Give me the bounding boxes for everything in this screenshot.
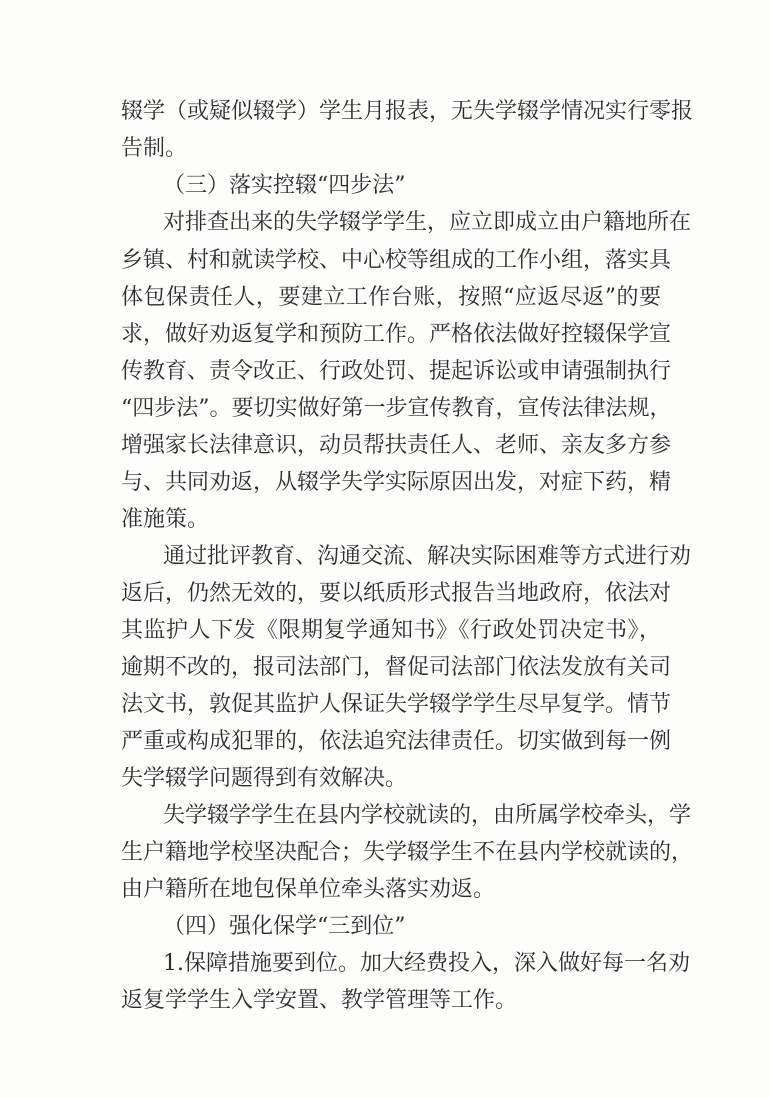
text-line: 返复学学生入学安置、教学管理等工作。 (121, 988, 518, 1013)
section-heading: （三）落实控辍“四步法” (163, 173, 406, 198)
section-heading: （四）强化保学“三到位” (163, 914, 406, 939)
text-line: 其监护人下发《限期复学通知书》《行政处罚决定书》， (121, 618, 661, 643)
text-line: 告制。 (121, 136, 188, 161)
text-line: 失学辍学问题得到有效解决。 (121, 766, 408, 791)
text-line: “四步法”。要切实做好第一步宣传教育，宣传法律法规， (121, 396, 672, 421)
text-line: 逾期不改的，报司法部门，督促司法部门依法发放有关司 (121, 655, 672, 680)
text-line: 求，做好劝返复学和预防工作。严格依法做好控辍保学宣 (121, 322, 672, 347)
text-line: 生户籍地学校坚决配合；失学辍学生不在县内学校就读的， (121, 840, 694, 865)
text-line: 传教育、责令改正、行政处罚、提起诉讼或申请强制执行 (121, 359, 672, 384)
text-line: 失学辍学学生在县内学校就读的，由所属学校牵头，学 (163, 803, 692, 828)
text-line: 通过批评教育、沟通交流、解决实际困难等方式进行劝 (163, 544, 692, 569)
text-line: 体包保责任人，要建立工作台账，按照“应返尽返”的要 (121, 285, 661, 310)
text-line: 增强家长法律意识，动员帮扶责任人、老师、亲友多方参 (121, 433, 672, 458)
text-line: 与、共同劝返，从辍学失学实际原因出发，对症下药，精 (121, 470, 672, 495)
text-line: 返后，仍然无效的，要以纸质形式报告当地政府，依法对 (121, 581, 672, 606)
text-line: 准施策。 (121, 507, 210, 532)
text-line: 1.保障措施要到位。加大经费投入，深入做好每一名劝 (163, 951, 690, 976)
text-line: 法文书，敦促其监护人保证失学辍学学生尽早复学。情节 (121, 692, 672, 717)
text-line: 由户籍所在地包保单位牵头落实劝返。 (121, 877, 496, 902)
text-line: 辍学（或疑似辍学）学生月报表，无失学辍学情况实行零报 (121, 99, 694, 124)
text-line: 严重或构成犯罪的，依法追究法律责任。切实做到每一例 (121, 729, 672, 754)
text-line: 对排查出来的失学辍学学生，应立即成立由户籍地所在 (163, 210, 692, 235)
text-line: 乡镇、村和就读学校、中心校等组成的工作小组，落实具 (121, 248, 672, 273)
